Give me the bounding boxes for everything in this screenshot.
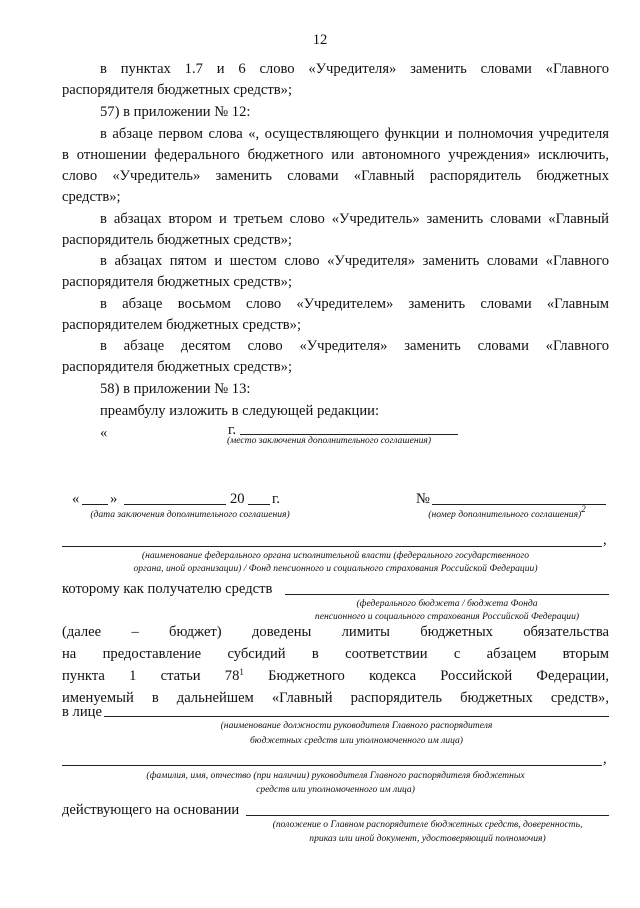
body-line: средств»; <box>62 189 121 205</box>
year-suffix: г. <box>272 491 280 507</box>
body-line: распорядителем бюджетных средств»; <box>62 317 302 333</box>
day-line <box>82 504 108 505</box>
agency-line <box>62 546 602 547</box>
agency-caption-1: (наименование федерального органа исполнительной власти (федерального государственного <box>141 550 530 561</box>
fio-line <box>62 765 602 766</box>
body-line: в пунктах 1.7 и 6 слово «Учредителя» заменить словами «Главного <box>100 61 609 77</box>
number-sign: № <box>416 491 430 507</box>
in-person-label: в лице <box>62 704 102 720</box>
body-line: в абзацах пятом и шестом слово «Учредителя» заменить словами «Главного <box>100 253 609 269</box>
position-caption-1: (наименование должности руководителя Главного распорядителя <box>220 720 493 731</box>
body-line: распорядителя бюджетных средств»; <box>62 82 293 98</box>
para-line-2: на предоставление субсидий в соответствии с абзацем вторым <box>62 646 609 662</box>
budget-caption-2: пенсионного и социального страхования Российской Федерации) <box>314 611 580 622</box>
body-line: в абзаце десятом слово «Учредителя» заменить словами «Главного <box>100 338 609 354</box>
body-line: преамбулу изложить в следующей редакции: <box>100 403 380 419</box>
body-line: распорядителя бюджетных средств»; <box>62 359 293 375</box>
date-caption: (дата заключения дополнительного соглашения) <box>90 509 290 520</box>
city-prefix: г. <box>228 422 236 438</box>
budget-caption-1: (федерального бюджета / бюджета Фонда <box>356 598 538 609</box>
body-line: в абзаце восьмом слово «Учредителем» заменить словами «Главным <box>100 296 609 312</box>
fio-caption-1: (фамилия, имя, отчество (при наличии) руководителя Главного распорядителя бюджетных <box>146 770 525 781</box>
fio-caption-2: средств или уполномоченного им лица) <box>256 784 415 795</box>
basis-caption-2: приказ или иной документ, удостоверяющий полномочия) <box>309 833 546 844</box>
position-caption-2: бюджетных средств или уполномоченного им лица) <box>249 735 463 746</box>
date-close-quote: » <box>110 491 118 507</box>
comma-1: , <box>603 532 607 548</box>
body-line: слово «Учредитель» заменить словами «Главный распорядитель бюджетных <box>62 168 609 184</box>
body-line: « <box>100 425 108 441</box>
number-line <box>432 504 606 505</box>
year-prefix: 20 <box>230 491 245 507</box>
recipient-line <box>285 594 609 595</box>
number-caption: (номер дополнительного соглашения)$^2$ <box>428 504 586 520</box>
para-line-3: пункта 1 статьи $78^1$ Бюджетного кодекса Российской Федерации, <box>62 667 609 684</box>
month-line <box>124 504 226 505</box>
date-open-quote: « <box>72 491 80 507</box>
position-line <box>104 716 609 717</box>
basis-label: действующего на основании <box>62 802 240 818</box>
comma-2: , <box>603 751 607 767</box>
body-line: распорядителя бюджетных средств»; <box>62 274 293 290</box>
basis-caption-1: (положение о Главном распорядителе бюджетных средств, доверенность, <box>272 819 583 830</box>
para-line-4: именуемый в дальнейшем «Главный распорядитель бюджетных средств», <box>62 690 609 706</box>
recipient-label: которому как получателю средств <box>62 581 273 597</box>
year-line <box>248 504 270 505</box>
place-caption: (место заключения дополнительного соглашения) <box>226 435 432 446</box>
body-line: распорядитель бюджетных средств»; <box>62 232 292 248</box>
body-line: в отношении федерального бюджетного или автономного учреждения» исключить, <box>62 147 609 163</box>
body-line: 57) в приложении № 12: <box>100 104 251 120</box>
para-line-1: (далее – бюджет) доведены лимиты бюджетных обязательства <box>62 624 609 640</box>
agency-caption-2: органа, иной организации) / Фонд пенсионного и социального страхования Российской Федерации) <box>133 563 538 574</box>
body-line: в абзаце первом слова «, осуществляющего функции и полномочия учредителя <box>100 126 609 142</box>
page-number: 12 <box>312 32 328 48</box>
body-line: 58) в приложении № 13: <box>100 381 251 397</box>
basis-line <box>246 815 609 816</box>
body-line: в абзацах втором и третьем слово «Учредитель» заменить словами «Главный <box>100 211 609 227</box>
